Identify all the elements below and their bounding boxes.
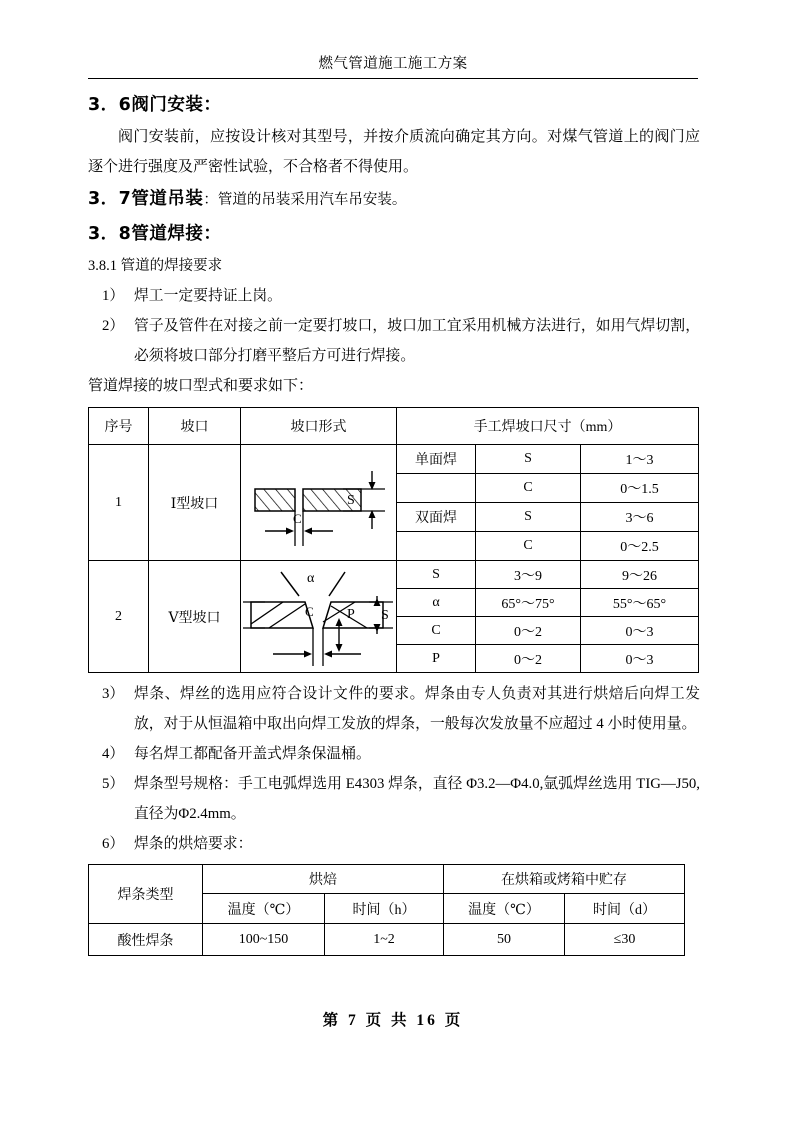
cell-value-b: 9～26 bbox=[581, 561, 699, 589]
cell-weld-type-blank bbox=[397, 532, 476, 561]
cell-symbol: S bbox=[476, 503, 581, 532]
section-number-3-6: 3．6 bbox=[88, 95, 132, 115]
i-groove-label-c: C bbox=[293, 510, 302, 526]
cell-value-b: 0～3 bbox=[581, 645, 699, 673]
cell-weld-type-double: 双面焊 bbox=[397, 503, 476, 532]
cell-symbol: S bbox=[476, 445, 581, 474]
table-header-row bbox=[89, 408, 699, 445]
list-item bbox=[88, 281, 700, 311]
cell-value: 1～3 bbox=[581, 445, 699, 474]
cell-value-a: 65°～75° bbox=[476, 589, 581, 617]
cell-seq-1: 1 bbox=[89, 445, 149, 561]
list-marker: 6） bbox=[102, 836, 125, 852]
requirements-list-after-table bbox=[88, 679, 700, 859]
cell-symbol: α bbox=[397, 589, 476, 617]
list-item bbox=[88, 769, 700, 829]
th-seq: 序号 bbox=[89, 408, 149, 445]
section-3-7-inline-note: ：管道的吊装采用汽车吊安装。 bbox=[203, 192, 407, 208]
section-heading-3-6 bbox=[88, 88, 700, 122]
v-groove-label-s: S bbox=[381, 607, 389, 623]
v-groove-label-p: P bbox=[347, 606, 355, 622]
list-marker: 5） bbox=[102, 776, 125, 792]
paragraph-3-6-1: 阀门安装前，应按设计核对其型号，并按介质流向确定其方向。对煤气管道上的阀门应逐个进行强度及严密性试验，不合格者不得使用。 bbox=[88, 129, 700, 175]
section-number-3-8: 3．8 bbox=[88, 224, 132, 244]
list-item bbox=[88, 679, 700, 739]
section-heading-3-7 bbox=[88, 182, 700, 217]
th-store-temp: 温度（℃） bbox=[444, 894, 565, 924]
th-bake-temp: 温度（℃） bbox=[203, 894, 325, 924]
table1-intro-text: 管道焊接的坡口型式和要求如下： bbox=[88, 378, 314, 394]
th-storage-group: 在烘箱或烤箱中贮存 bbox=[444, 865, 685, 894]
th-electrode-type: 焊条类型 bbox=[89, 865, 203, 924]
table-row bbox=[89, 561, 699, 589]
list-marker: 2） bbox=[102, 318, 125, 334]
v-groove-label-alpha: α bbox=[307, 570, 315, 586]
cell-electrode-type: 酸性焊条 bbox=[89, 924, 203, 956]
list-item bbox=[88, 829, 700, 859]
section-heading-3-8 bbox=[88, 217, 700, 251]
cell-seq-2: 2 bbox=[89, 561, 149, 673]
cell-weld-type-blank bbox=[397, 474, 476, 503]
th-store-time: 时间（d） bbox=[565, 894, 685, 924]
table1-wrapper bbox=[88, 407, 700, 673]
th-bake-time: 时间（h） bbox=[325, 894, 444, 924]
list-marker: 3） bbox=[102, 686, 125, 702]
cell-symbol: C bbox=[476, 474, 581, 503]
th-baking-group: 烘焙 bbox=[203, 865, 444, 894]
cell-weld-type-single: 单面焊 bbox=[397, 445, 476, 474]
cell-symbol: S bbox=[397, 561, 476, 589]
groove-type-table bbox=[88, 407, 699, 673]
v-groove-diagram-svg bbox=[243, 562, 397, 672]
cell-value-a: 0～2 bbox=[476, 645, 581, 673]
v-groove-label-c: C bbox=[305, 603, 314, 619]
cell-value: 0～2.5 bbox=[581, 532, 699, 561]
th-groove-form: 坡口形式 bbox=[241, 408, 397, 445]
v-groove-diagram bbox=[241, 561, 397, 673]
cell-store-temp: 50 bbox=[444, 924, 565, 956]
requirements-list-before-table bbox=[88, 281, 700, 371]
electrode-baking-table bbox=[88, 864, 685, 956]
cell-value-b: 55°～65° bbox=[581, 589, 699, 617]
table2-wrapper bbox=[88, 864, 700, 956]
running-header: 燃气管道施工施工方案 bbox=[318, 56, 468, 72]
list-item bbox=[88, 311, 700, 371]
th-manual-weld-dims: 手工焊坡口尺寸（mm） bbox=[397, 408, 699, 445]
list-text: 每名焊工都配备开盖式焊条保温桶。 bbox=[134, 746, 371, 762]
section-number-3-7: 3．7 bbox=[88, 189, 132, 209]
list-text: 焊条的烘焙要求： bbox=[134, 836, 253, 852]
cell-symbol: P bbox=[397, 645, 476, 673]
table-header-row-group bbox=[89, 865, 685, 894]
list-item bbox=[88, 739, 700, 769]
cell-value-b: 0～3 bbox=[581, 617, 699, 645]
list-text: 焊条、焊丝的选用应符合设计文件的要求。焊条由专人负责对其进行烘焙后向焊工发放，对于从恒温箱中取出向焊工发放的焊条，一般每次发放量不应超过 4 小时使用量。 bbox=[134, 686, 700, 732]
section-title-3-8: 管道焊接： bbox=[131, 224, 222, 244]
cell-store-time: ≤30 bbox=[565, 924, 685, 956]
list-marker: 1） bbox=[102, 288, 125, 304]
cell-value: 0～1.5 bbox=[581, 474, 699, 503]
section-title-3-7: 管道吊装 bbox=[131, 189, 204, 209]
list-text: 管子及管件在对接之前一定要打坡口，坡口加工宜采用机械方法进行，如用气焊切割，必须将坡口部分打磨平整后方可进行焊接。 bbox=[134, 318, 700, 364]
i-groove-label-s: S bbox=[347, 492, 355, 508]
cell-value-a: 3～9 bbox=[476, 561, 581, 589]
page-footer: 第 7 页 共 16 页 bbox=[322, 1012, 464, 1029]
cell-value-a: 0～2 bbox=[476, 617, 581, 645]
list-marker: 4） bbox=[102, 746, 125, 762]
i-groove-diagram bbox=[241, 445, 397, 561]
cell-groove-name-2: Ⅴ型坡口 bbox=[149, 561, 241, 673]
cell-bake-time: 1~2 bbox=[325, 924, 444, 956]
cell-groove-name-1: Ⅰ型坡口 bbox=[149, 445, 241, 561]
table-row bbox=[89, 924, 685, 956]
cell-symbol: C bbox=[397, 617, 476, 645]
list-text: 焊条型号规格：手工电弧焊选用 E4303 焊条，直径 Φ3.2—Φ4.0,氩弧焊丝选用 TIG—J50,直径为Φ2.4mm。 bbox=[134, 776, 700, 822]
cell-bake-temp: 100~150 bbox=[203, 924, 325, 956]
cell-symbol: C bbox=[476, 532, 581, 561]
i-groove-diagram-svg bbox=[243, 451, 397, 555]
section-title-3-6: 阀门安装： bbox=[131, 95, 222, 115]
subsection-heading-3-8-1: 3.8.1 管道的焊接要求 bbox=[88, 258, 223, 274]
document-body bbox=[88, 88, 700, 956]
th-groove: 坡口 bbox=[149, 408, 241, 445]
header-divider-rule bbox=[88, 78, 698, 79]
table-row bbox=[89, 445, 699, 474]
cell-value: 3～6 bbox=[581, 503, 699, 532]
list-text: 焊工一定要持证上岗。 bbox=[134, 288, 282, 304]
